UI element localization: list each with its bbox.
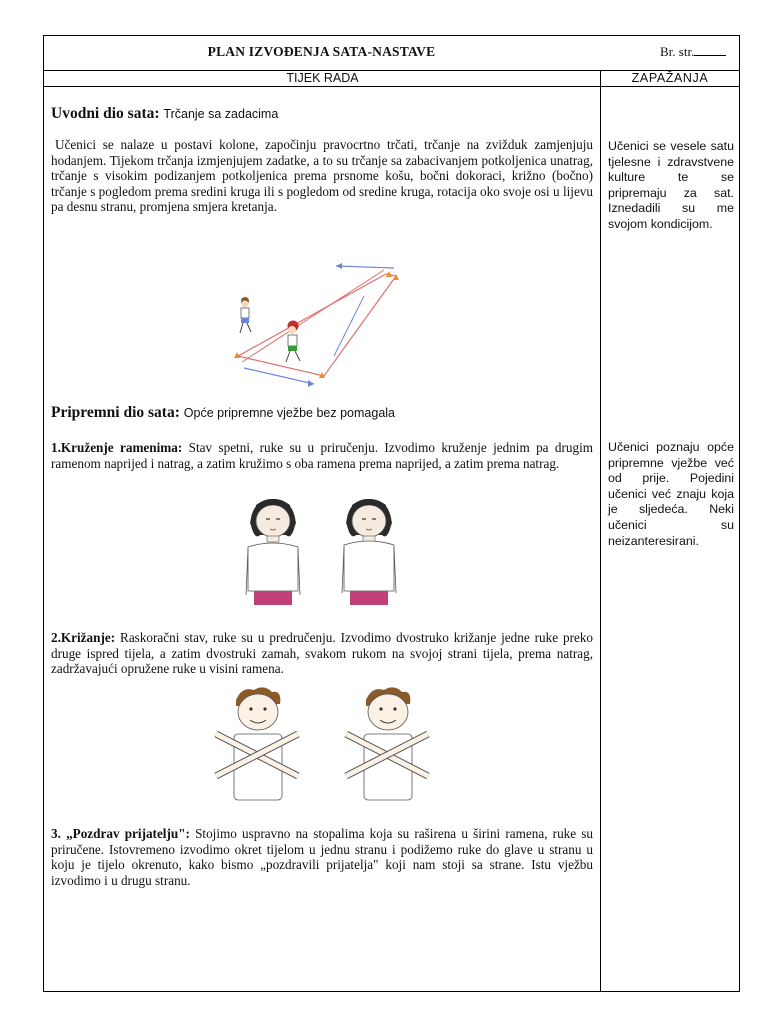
exercise-2-text: Raskoračni stav, ruke su u predručenju. Izvodimo dvostruko križanje jedne ruke preko druge ispred tijela, a zatim dvostruki zamah, svakom rukom na svojoj strani tijela, prema natrag, zadržavajući opružene ruke u visini ramena. xyxy=(51,630,594,677)
exercise-1-text: Stav spetni, ruke su u priručenju. Izvodimo kruženje jednim pa drugim ramenom naprijed i natrag, a zatim kružimo s oba ramena prema naprijed, a zatim prema natrag. xyxy=(51,440,594,471)
exercise-3-label: 3. „Pozdrav prijatelju": xyxy=(51,826,190,841)
plan-title: PLAN IZVOĐENJA SATA-NASTAVE xyxy=(207,44,436,59)
lesson-plan-sheet xyxy=(43,35,740,992)
section-intro-note: Učenici se vesele satu tjelesne i zdravstvene kulture te se pripremaju za sat. Iznedadili su me svojom kondicijom. xyxy=(608,139,734,231)
section-intro-heading: Uvodni dio sata: Trčanje sa zadacima xyxy=(51,105,279,122)
exercise-3 xyxy=(51,826,593,888)
page-number-field xyxy=(660,44,726,60)
section-prep-heading: Pripremni dio sata: Opće pripremne vježbe bez pomagala xyxy=(51,404,395,421)
exercise-2 xyxy=(51,630,593,677)
figure-crossing-right xyxy=(346,687,428,800)
exercise-3-text: Stojimo uspravno na stopalima koja su raširena u širini ramena, ruke su priručene. Istovremeno izvodimo okret tijelom u jednu stranu i podižemo ruke do glave u stranu u koju je tijelo okrenuto, kako bismo „pozdravili prijatelja" koji nam stoji sa strane. Istu vježbu izvodimo i u drugu stranu. xyxy=(51,826,594,888)
section-prep-title: Pripremni dio sata xyxy=(51,404,175,421)
figure-shoulders-left xyxy=(246,499,300,605)
page-number-blank xyxy=(694,44,726,56)
column-header-workflow: TIJEK RADA xyxy=(44,70,601,87)
section-intro-title: Uvodni dio sata xyxy=(51,105,155,122)
running-field-illustration xyxy=(224,256,404,388)
shoulder-circling-illustration xyxy=(234,491,404,611)
page-label: Br. str. xyxy=(660,44,695,59)
exercise-2-label: 2.Križanje: xyxy=(51,630,116,645)
section-prep-note: Učenici poznaju opće pripremne vježbe već od prije. Pojedini učenici već znaju koja je sljedeća. Neki učenici su neizanteresirani. xyxy=(608,440,734,548)
exercise-1-label: 1.Kruženje ramenima: xyxy=(51,440,183,455)
section-prep-subtitle: Opće pripremne vježbe bez pomagala xyxy=(183,406,395,420)
arm-crossing-illustration xyxy=(214,684,444,806)
figure-shoulders-right xyxy=(342,499,396,605)
exercise-1 xyxy=(51,440,593,471)
section-intro-subtitle: Trčanje sa zadacima xyxy=(163,107,279,121)
header-row xyxy=(44,36,739,71)
figure-crossing-left xyxy=(216,687,298,800)
section-intro-body: Učenici se nalaze u postavi kolone, započinju pravocrtno trčati, trčanje na zvižduk zamjenjuju hodanjem. Tijekom trčanja izmjenjujem zadatke, a to su trčanje sa zabacivanjem potkoljenica unatrag, trčanje s visokim podizanjem potkoljenica prema prsnome košu, bočni dokoraci, križno (bočno) trčanje s pogledom prema sredini kruga ili s pogledom od sredine kruga, rotacija oko svoje osi u lijevu pa desnu stranu, promjena smjera kretanja. xyxy=(51,137,593,215)
column-header-observations: ZAPAŽANJA xyxy=(601,70,739,87)
column-divider xyxy=(600,70,601,991)
